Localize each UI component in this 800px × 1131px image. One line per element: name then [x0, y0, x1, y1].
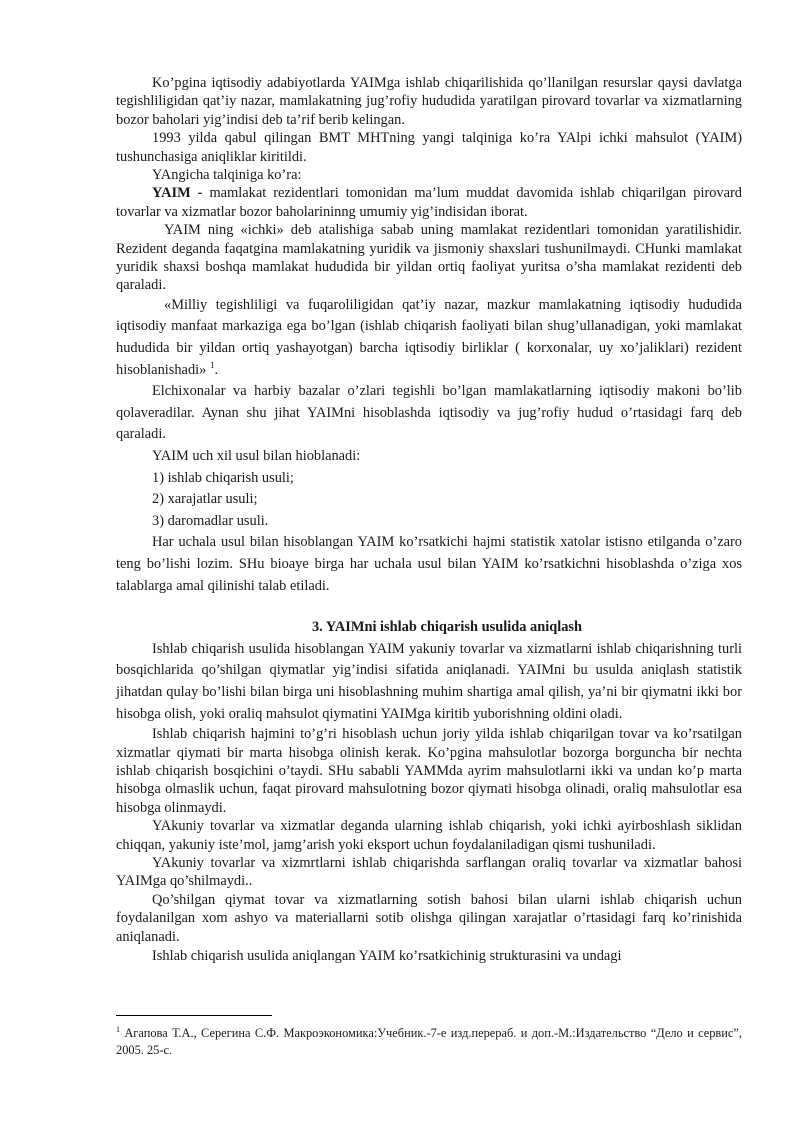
footnote-number: 1: [116, 1025, 120, 1034]
paragraph: YAngicha talqiniga ko’ra:: [152, 167, 302, 184]
paragraph: 1993 yilda qabul qilingan BMT MHTning yangi talqiniga ko’ra YAlpi ichki mahsulot (YAIM) tushunchasiga aniqliklar kiritildi.: [116, 130, 742, 165]
paragraph: YAkuniy tovarlar va xizmatlar deganda ularning ishlab chiqarish, yoki ichki ayirboshlash siklidan chiqqan, yakuniy iste’mol, jamg’arish yoki eksport uchun foydalaniladigan qismi tushuniladi.: [116, 818, 742, 853]
footnote-text: Агапова Т.А., Серегина С.Ф. Макроэкономика:Учебник.-7-е изд.перераб. и доп.-М.:Издательство “Дело и сервис”, 2005. 25-с.: [116, 1026, 742, 1058]
footnote-reference[interactable]: 1: [209, 359, 215, 370]
term-bold: YAIM -: [152, 185, 203, 202]
section-heading: 3. YAIMni ishlab chiqarish usulida aniqlash: [311, 619, 583, 636]
paragraph: Ishlab chiqarish usulida hisoblangan YAIM yakuniy tovarlar va xizmatlarni ishlab chiqarishning turli bosqichlarida qo’shilgan qiymatlar yig’indisi sifatida aniqlanadi. YAIMni bu usulda aniqlash statistik jihatdan qulay bo’lishi bilan birga uni hisoblashning muhim shartiga amal qilish, ya’ni bir qiymatni ikki bor hisobga olish, yoki oraliq mahsulot qiymatini YAIMga kiritib yuborishning oldini oladi.: [116, 640, 742, 722]
paragraph: Qo’shilgan qiymat tovar va xizmatlarning sotish bahosi bilan ularni ishlab chiqarish uchun foydalanilgan xom ashyo va materiallarni sotib olishga qilingan xarajatlar o’rtasidagi farq ko’rinishida aniqlanadi.: [116, 891, 742, 945]
paragraph: Har uchala usul bilan hisoblangan YAIM ko’rsatkichi hajmi statistik xatolar istisno etilganda o’zaro teng bo’lishi lozim. SHu bioaye birga har uchala usul bilan YAIM ko’rsatkichni hisoblashda o’ziga xos talablarga amal qilinishi talab etiladi.: [116, 534, 742, 594]
footnote: [116, 1021, 742, 1059]
list-item: 1) ishlab chiqarish usuli;: [152, 469, 294, 486]
paragraph-definition: [116, 184, 742, 221]
footnote-separator: [116, 1015, 272, 1016]
document-body: [116, 74, 742, 968]
paragraph: YAIM ning «ichki» deb atalishiga sabab uning mamlakat rezidentlari tomonidan yaratilishidir. Rezident deganda faqatgina mamlakatning yuridik va jismoniy shaxslari tushunilmaydi. CHunki mamlakat yuridik shaxsi boshqa mamlakat hududida bir yildan ortiq faoliyat yuritsa o’sha mamlakat rezidenti deb qaraladi.: [116, 222, 742, 294]
list-item: 3) daromadlar usuli.: [152, 512, 269, 529]
definition-text: mamlakat rezidentlari tomonidan ma’lum muddat davomida ishlab chiqarilgan pirovard tovarlar va xizmatlar bozor baholarininng umumiy yig’indisidan iborat.: [116, 185, 742, 220]
paragraph: YAIM uch xil usul bilan hioblanadi:: [152, 448, 361, 465]
list-item: 2) xarajatlar usuli;: [152, 491, 258, 508]
paragraph: Ko’pgina iqtisodiy adabiyotlarda YAIMga ishlab chiqarilishida qo’llanilgan resurslar qaysi davlatga tegishliligidan qat’iy nazar, mamlakatning jug’rofiy hududida yaratilgan pirovard tovarlar va xizmatlarning bozor baholari yig’indisi deb ta’rif berib kelingan.: [116, 75, 742, 128]
quote-end: .: [214, 361, 219, 378]
quote-text: «Milliy tegishliligi va fuqaroliligidan qat’iy nazar, mazkur mamlakatning iqtisodiy hududida iqtisodiy manfaat markaziga ega bo’lgan (ishlab chiqarish faoliyati bilan shug’ullanadigan, yoki mamlakat hududida bir yildan ortiq yashayotgan) barcha iqtisodiy birliklar ( korxonalar, uy xo’jaliklari) rezident hisoblanishadi»: [116, 296, 742, 378]
paragraph-quote: [116, 295, 742, 381]
paragraph: YAkuniy tovarlar va xizmrtlarni ishlab chiqarishda sarflangan oraliq tovarlar va xizmatlar bahosi YAIMga qo’shilmaydi..: [116, 855, 742, 890]
paragraph: Elchixonalar va harbiy bazalar o’zlari tegishli bo’lgan mamlakatlarning iqtisodiy makoni bo’lib qolaveradilar. Aynan shu jihat YAIMni hisoblashda iqtisodiy va jug’rofiy hudud o’rtasidagi farq deb qaraladi.: [116, 383, 742, 443]
paragraph: Ishlab chiqarish usulida aniqlangan YAIM ko’rsatkichinig strukturasini va undagi: [152, 948, 622, 965]
paragraph: Ishlab chiqarish hajmini to’g’ri hisoblash uchun joriy yilda ishlab chiqarilgan tovar va ko’rsatilgan xizmatlar qiymati bir marta hisobga olinish kerak. Ko’pgina mahsulotlar bozorga borguncha bir nechta ishlab chiqarish bosqichini o’taydi. SHu sababli YAMMda ayrim mahsulotlarni ikki va undan ko’p marta hisobga olmaslik uchun, faqat pirovard mahsulotning bozor qiymati hisobga olinadi, oraliq mahsulotlar esa hisobga olinmaydi.: [116, 726, 742, 816]
